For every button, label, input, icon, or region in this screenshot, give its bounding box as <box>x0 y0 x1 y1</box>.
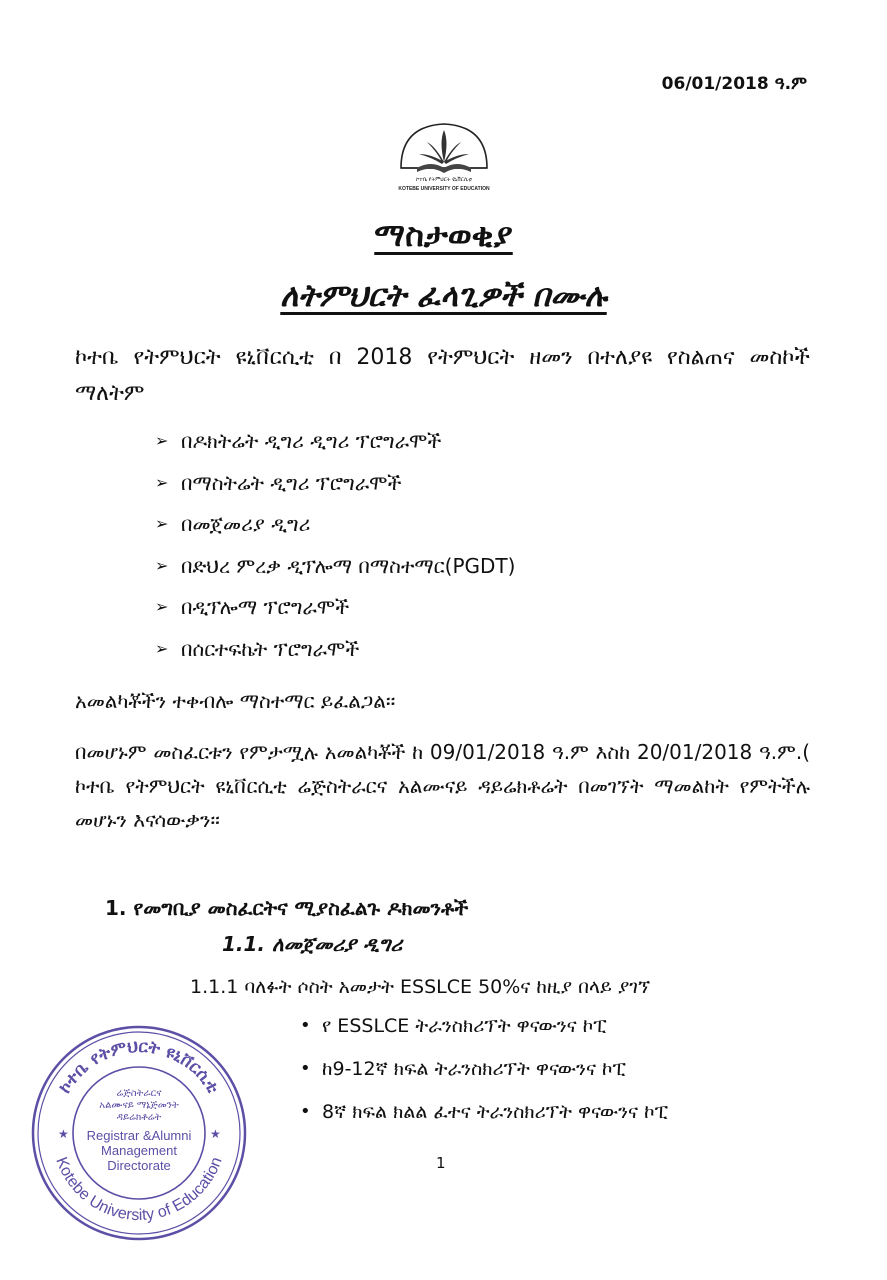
section-1-heading <box>105 896 468 920</box>
list-item: • ከ9-12ኛ ክፍል ትራንስክሪፕት ዋናውንና ኮፒ <box>300 1055 668 1098</box>
bullet-dot-icon: • <box>300 1015 311 1036</box>
stamp-center-english: Directorate <box>107 1158 171 1173</box>
program-list <box>155 426 805 675</box>
stamp-center-english: Management <box>101 1143 177 1158</box>
official-stamp <box>28 1022 250 1244</box>
list-item: ➢ በዲፕሎማ ፕሮግራሞች <box>155 592 805 634</box>
bullet-dot-icon: • <box>300 1101 311 1122</box>
arrow-bullet-icon: ➢ <box>155 555 169 575</box>
intro-paragraph: ኮተቤ የትምህርት ዩኒቨርሲቲ በ 2018 የትምህርት ዘመን በተለያዩ የስልጠና መስኮች ማለትም <box>75 345 810 406</box>
logo-english-name: KOTEBE UNIVERSITY OF EDUCATION <box>398 186 490 192</box>
list-item: • 8ኛ ክፍል ክልል ፈተና ትራንስክሪፕት ዋናውንና ኮፒ <box>300 1098 668 1141</box>
section-title: ለመጀመሪያ ዲግሪ <box>272 932 403 956</box>
page-subtitle: ለትምህርት ፈላጊዎች በሙሉ <box>280 278 607 314</box>
page-number: 1 <box>436 1154 446 1172</box>
section-number: 1. <box>105 896 127 920</box>
arrow-bullet-icon: ➢ <box>155 514 169 533</box>
page-title: ማስታወቂያ <box>374 216 513 254</box>
stamp-ring-bottom: Kotebe University of Education <box>52 1154 226 1225</box>
arrow-bullet-icon: ➢ <box>155 472 169 492</box>
section-1-1-heading <box>222 932 402 956</box>
stamp-center-english: Registrar &Alumni <box>86 1128 192 1143</box>
section-number: 1.1. <box>222 932 266 956</box>
section-title: የመግቢያ መስፈርትና ሚያስፈልጉ ዶክመንቶች <box>133 896 469 920</box>
application-period-paragraph: በመሆኑም መስፈርቱን የምታሟሉ አመልካቾች ከ 09/01/2018 ዓ.ም እስከ 20/01/2018 ዓ.ም.( ኮተቤ የትምህርት ዩኒቨርሲቲ ሬጅስትራርና አልሙናይ ዳይሬክቶሬት በመገኘት ማመልከት የምትችሉ መሆኑን እናሳውቃን፡፡ <box>75 740 810 832</box>
logo-amharic-name: ኮተቤ የትምህርት ዩኒቨርሲቲ <box>416 177 472 183</box>
stamp-ring-top: ኮተቤ የትምህርት ዩኒቨርሲቲ <box>54 1036 223 1097</box>
document-date: 06/01/2018 ዓ.ም <box>661 74 807 94</box>
bullet-dot-icon: • <box>300 1058 311 1079</box>
arrow-bullet-icon: ➢ <box>155 638 169 658</box>
list-item: ➢ በመጀመሪያ ዲግሪ <box>155 509 805 551</box>
arrow-bullet-icon: ➢ <box>155 431 169 450</box>
stamp-center-amharic: ዳይሬክቶሬት <box>116 1112 162 1123</box>
accept-statement: አመልካቾችን ተቀብሎ ማስተማር ይፈልጋል፡፡ <box>75 689 396 713</box>
requirements-list <box>300 1012 668 1141</box>
university-logo <box>397 118 491 196</box>
stamp-center-amharic: አልሙናይ ማኔጅመንት <box>99 1100 179 1111</box>
svg-text:★: ★ <box>210 1127 221 1141</box>
list-item: ➢ በዶክትሬት ዲግሪ ዲግሪ ፕሮግራሞች <box>155 426 805 468</box>
arrow-bullet-icon: ➢ <box>155 597 169 616</box>
list-item: • የ ESSLCE ትራንስክሪፕት ዋናውንና ኮፒ <box>300 1012 668 1055</box>
list-item: ➢ በማስትሬት ዲግሪ ፕሮግራሞች <box>155 468 805 510</box>
list-item: ➢ በሰርተፍኬት ፕሮግራሞች <box>155 634 805 676</box>
stamp-center-amharic: ሬጅስትራርና <box>116 1088 162 1099</box>
list-item: ➢ በድህረ ምረቃ ዲፕሎማ በማስተማር(PGDT) <box>155 551 805 593</box>
svg-text:★: ★ <box>58 1127 69 1141</box>
section-1-1-1-text: 1.1.1 ባለፉት ሶስት አመታት ESSLCE 50%ና ከዚያ በላይ ያገኘ <box>190 976 651 998</box>
